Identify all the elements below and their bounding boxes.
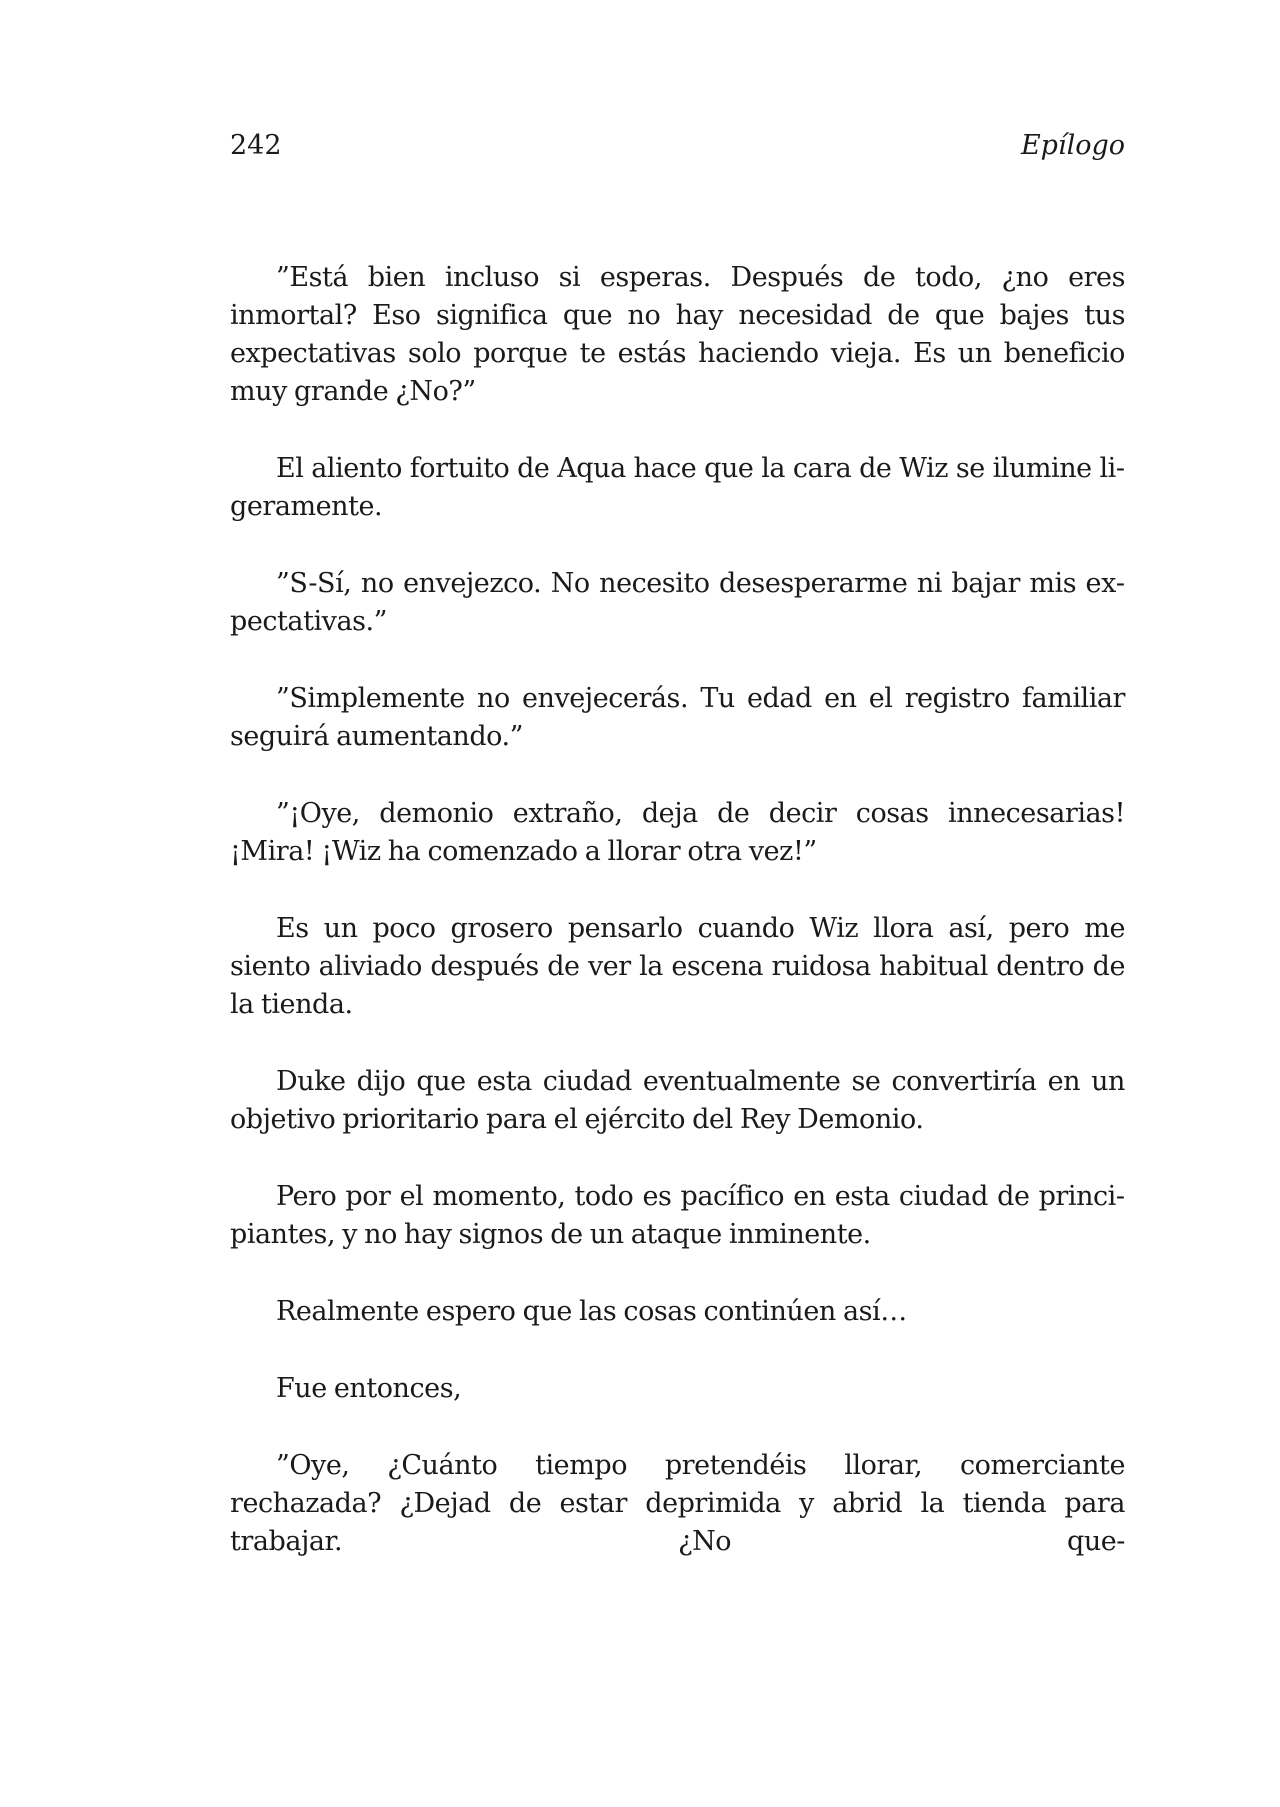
chapter-title: Epílogo — [1020, 130, 1125, 161]
paragraph: ”S-Sí, no envejezco. No necesito desesperarme ni bajar mis expectativas.” — [230, 568, 1125, 637]
paragraph: ”Oye, ¿Cuánto tiempo pretendéis llorar, comerciante rechazada? ¿Dejad de estar deprimida y abrid la tienda para trabajar. ¿No que- — [230, 1450, 1125, 1557]
paragraph: Duke dijo que esta ciudad eventualmente se convertiría en un objetivo prioritario para el ejército del Rey Demonio. — [230, 1066, 1125, 1135]
book-page — [230, 0, 1125, 1807]
body-text — [230, 259, 1125, 1600]
paragraph: Pero por el momento, todo es pacífico en esta ciudad de principiantes, y no hay signos de un ataque inminente. — [230, 1181, 1125, 1250]
paragraph: Fue entonces, — [276, 1373, 462, 1404]
paragraph: ”¡Oye, demonio extraño, deja de decir cosas innecesarias! ¡Mira! ¡Wiz ha comenzado a llorar otra vez!” — [230, 798, 1125, 867]
paragraph: ”Está bien incluso si esperas. Después de todo, ¿no eres inmortal? Eso significa que no hay necesidad de que bajes tus expectativas solo porque te estás haciendo vieja. Es un beneficio muy grande ¿No?” — [230, 262, 1125, 407]
paragraph: Es un poco grosero pensarlo cuando Wiz llora así, pero me siento aliviado después de ver la escena ruidosa habitual dentro de la tienda. — [230, 913, 1125, 1020]
paragraph: El aliento fortuito de Aqua hace que la cara de Wiz se ilumine ligeramente. — [230, 453, 1125, 522]
paragraph: Realmente espero que las cosas continúen así… — [276, 1296, 907, 1327]
paragraph: ”Simplemente no envejecerás. Tu edad en el registro familiar seguirá aumentando.” — [230, 683, 1125, 752]
running-header — [230, 130, 1125, 170]
page-number: 242 — [230, 130, 282, 161]
